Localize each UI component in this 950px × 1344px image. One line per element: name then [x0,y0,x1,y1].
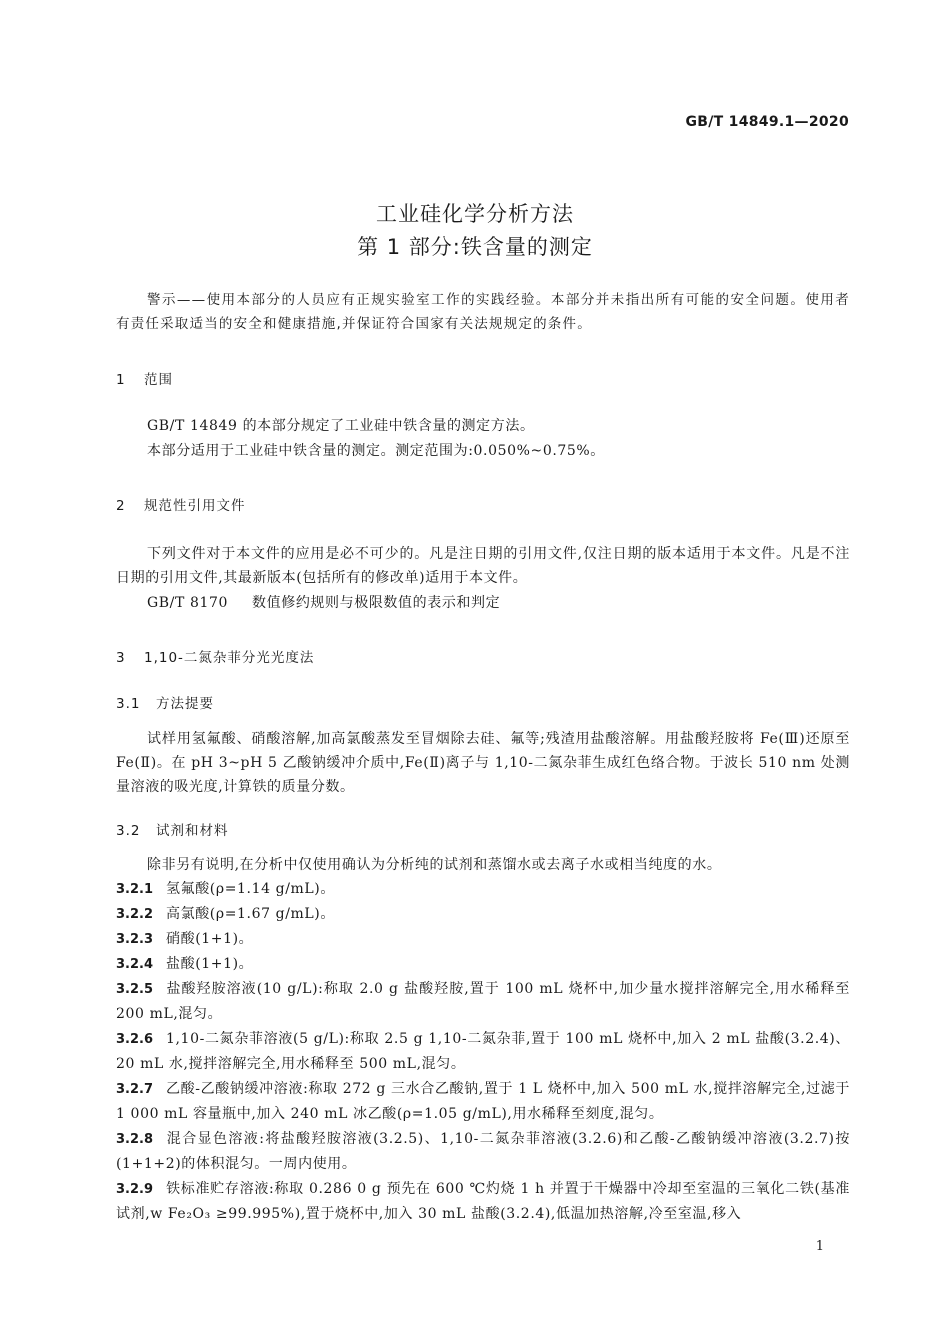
clause-3-2-2 [116,902,850,927]
clause-number: 3.2.2 [116,907,154,922]
clause-number: 3.2.1 [116,882,154,897]
section-3-2-paragraph: 除非另有说明,在分析中仅使用确认为分析纯的试剂和蒸馏水或去离子水或相当纯度的水。 [147,857,722,873]
clause-3-2-5 [116,977,850,1026]
clause-text: 盐酸(1+1)。 [166,956,254,972]
clause-number: 3.2.4 [116,957,154,972]
clause-text: 混合显色溶液:将盐酸羟胺溶液(3.2.5)、1,10-二氮杂菲溶液(3.2.6)和乙酸-乙酸钠缓冲溶液(3.2.7)按(1+1+2)的体积混匀。一周内使用。 [116,1131,850,1172]
document-title-line1: 工业硅化学分析方法 [376,202,574,226]
clause-3-2-8 [116,1127,850,1176]
section-1-paragraph-1: GB/T 14849 的本部分规定了工业硅中铁含量的测定方法。 [147,418,535,434]
section-3-2-heading [116,819,229,839]
section-number: 3.2 [116,823,141,839]
normative-reference [147,592,500,612]
clause-text: 盐酸羟胺溶液(10 g/L):称取 2.0 g 盐酸羟胺,置于 100 mL 烧杯中,加少量水搅拌溶解完全,用水稀释至 200 mL,混匀。 [116,981,850,1022]
section-2-paragraph: 下列文件对于本文件的应用是必不可少的。凡是注日期的引用文件,仅注日期的版本适用于本文件。凡是不注日期的引用文件,其最新版本(包括所有的修改单)适用于本文件。 [116,546,850,586]
document-title-line2: 第 1 部分:铁含量的测定 [357,235,593,259]
section-1-heading [116,368,173,388]
clause-3-2-3 [116,927,850,952]
section-number: 3.1 [116,696,141,712]
clause-text: 铁标准贮存溶液:称取 0.286 0 g 预先在 600 ℃灼烧 1 h 并置于干燥器中冷却至室温的三氧化二铁(基准试剂,w Fe₂O₃ ≥99.995%),置于烧杯中,加入 30 mL 盐酸(3.2.4),低温加热溶解,冷至室温,移入 [116,1181,850,1222]
clause-number: 3.2.3 [116,932,154,947]
clause-3-2-1 [116,877,850,902]
clause-3-2-6 [116,1027,850,1076]
section-3-1-heading [116,692,214,712]
clause-number: 3.2.7 [116,1082,154,1097]
section-3-1-paragraph: 试样用氢氟酸、硝酸溶解,加高氯酸蒸发至冒烟除去硅、氟等;残渣用盐酸溶解。用盐酸羟胺将 Fe(Ⅲ)还原至 Fe(Ⅱ)。在 pH 3~pH 5 乙酸钠缓冲介质中,Fe(Ⅱ)离子与 1,10-二氮杂菲生成红色络合物。于波长 510 nm 处测量溶液的吸光度,计算铁的质量分数。 [116,731,850,795]
section-title: 1,10-二氮杂菲分光光度法 [144,650,315,666]
clause-3-2-9 [116,1177,850,1226]
clause-number: 3.2.9 [116,1182,154,1197]
section-1-paragraph-2: 本部分适用于工业硅中铁含量的测定。测定范围为:0.050%~0.75%。 [147,443,605,459]
clause-number: 3.2.8 [116,1132,154,1147]
clause-number: 3.2.6 [116,1032,154,1047]
clause-text: 1,10-二氮杂菲溶液(5 g/L):称取 2.5 g 1,10-二氮杂菲,置于 100 mL 烧杯中,加入 2 mL 盐酸(3.2.4)、20 mL 水,搅拌溶解完全,用水稀释至 500 mL,混匀。 [116,1031,850,1072]
section-number: 1 [116,372,126,388]
reference-code: GB/T 8170 [147,595,229,611]
clause-text: 硝酸(1+1)。 [166,931,254,947]
clause-text: 高氯酸(ρ=1.67 g/mL)。 [166,906,335,922]
section-number: 3 [116,650,126,666]
reference-title: 数值修约规则与极限数值的表示和判定 [252,595,501,611]
page-number: 1 [815,1239,824,1254]
section-number: 2 [116,498,126,514]
clause-text: 乙酸-乙酸钠缓冲溶液:称取 272 g 三水合乙酸钠,置于 1 L 烧杯中,加入 500 mL 水,搅拌溶解完全,过滤于 1 000 mL 容量瓶中,加入 240 mL 冰乙酸(ρ=1.05 g/mL),用水稀释至刻度,混匀。 [116,1081,850,1122]
clause-text: 氢氟酸(ρ=1.14 g/mL)。 [166,881,335,897]
standard-code: GB/T 14849.1—2020 [685,114,849,130]
warning-paragraph: 警示——使用本部分的人员应有正规实验室工作的实践经验。本部分并未指出所有可能的安全问题。使用者有责任采取适当的安全和健康措施,并保证符合国家有关法规规定的条件。 [116,292,850,332]
section-title: 规范性引用文件 [144,498,246,514]
section-title: 方法提要 [156,696,214,712]
clause-3-2-4 [116,952,850,977]
section-title: 试剂和材料 [156,823,229,839]
section-title: 范围 [144,372,173,388]
section-2-heading [116,494,246,514]
section-3-heading [116,646,314,666]
clause-number: 3.2.5 [116,982,154,997]
clause-3-2-7 [116,1077,850,1126]
